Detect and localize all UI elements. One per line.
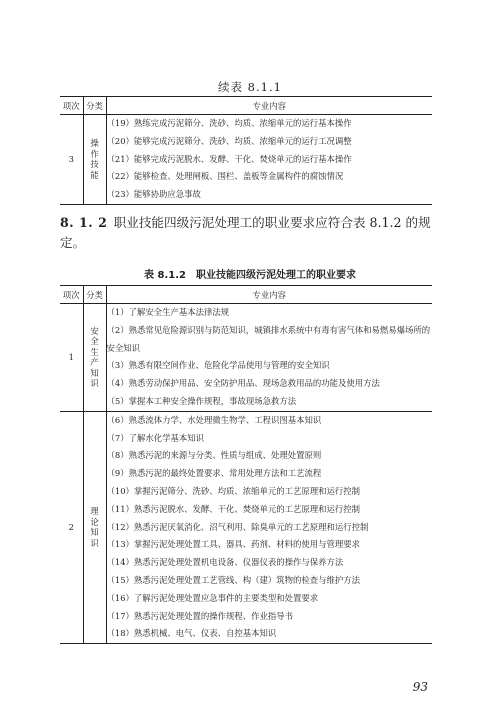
list-item: （10）掌握污泥筛分、洗砂、均质、浓缩单元的工艺原理和运行控制 (106, 485, 361, 496)
list-item: （22）能够检查、处理闸板、围栏、盖板等金属构件的腐蚀情况 (106, 171, 344, 182)
header-no: 项次 (60, 97, 83, 115)
table-8-1-1-continued (60, 96, 432, 205)
continued-table-caption: 续表 8.1.1 (218, 80, 282, 94)
header-content: 专业内容 (106, 97, 432, 115)
list-item: （9）熟悉污泥的最终处置要求、常用处理方法和工艺流程 (106, 468, 322, 479)
row-number: 2 (60, 411, 83, 643)
list-item: （14）熟悉污泥处理处置机电设备、仪器仪表的操作与保养方法 (106, 557, 344, 568)
list-item: （17）熟悉污泥处理处置的操作规程、作业指导书 (106, 610, 294, 621)
list-item: （15）熟悉污泥处理处置工艺管线、构（建）筑物的检查与维护方法 (106, 574, 361, 585)
section-text: 职业技能四级污泥处理工的职业要求应符合表 8.1.2 的规定。 (60, 215, 431, 250)
list-item: （20）能够完成污泥筛分、洗砂、均质、浓缩单元的运行工况调整 (106, 135, 352, 146)
header-category: 分类 (83, 97, 106, 115)
table-title: 表 8.1.2 职业技能四级污泥处理工的职业要求 (144, 270, 356, 281)
category-label: 安全生产知识 (90, 325, 99, 389)
header-no: 项次 (60, 286, 83, 304)
row-content (106, 115, 432, 205)
table-8-1-2 (60, 285, 432, 644)
list-item: （18）熟悉机械、电气、仪表、自控基本知识 (106, 628, 277, 639)
row-content (106, 411, 432, 643)
list-item: （13）掌握污泥处理处置工具、器具、药剂、材料的使用与管理要求 (106, 539, 361, 550)
header-content: 专业内容 (106, 286, 432, 304)
list-item: （6）熟悉流体力学、水处理微生物学、工程识图基本知识 (106, 414, 322, 425)
list-item: （12）熟悉污泥厌氧消化、沼气利用、除臭单元的工艺原理和运行控制 (106, 521, 369, 532)
table-header-row (60, 97, 432, 115)
row-content (106, 304, 432, 412)
row-category (83, 411, 106, 643)
page-number: 93 (412, 680, 428, 694)
list-item: （7）了解水化学基本知识 (106, 432, 204, 443)
list-item: （5）掌握本工种安全操作规程，事故现场急救方法 (106, 395, 297, 406)
header-category: 分类 (83, 286, 106, 304)
list-item: （11）熟悉污泥脱水、发酵、干化、焚烧单元的工艺原理和运行控制 (106, 503, 361, 514)
list-item: （21）能够完成污泥脱水、发酵、干化、焚烧单元的运行基本操作 (106, 153, 352, 164)
list-item: （19）熟练完成污泥筛分、洗砂、均质、浓缩单元的运行基本操作 (106, 118, 352, 128)
table-row (60, 304, 432, 412)
section-number: 8. 1. 2 (60, 215, 108, 230)
row-category (83, 304, 106, 412)
list-item: （4）熟悉劳动保护用品、安全防护用品、现场急救用品的功能及使用方法 (106, 378, 380, 389)
table-row (60, 411, 432, 643)
row-number: 1 (60, 304, 83, 412)
list-item: （8）熟悉污泥的来源与分类、性质与组成、处理处置原则 (106, 450, 322, 461)
list-item: （1）了解安全生产基本法律法规 (106, 307, 230, 317)
category-label: 操作技能 (90, 138, 99, 180)
table-row (60, 115, 432, 205)
list-item: （23）能够协助应急事故 (106, 189, 201, 200)
section-8-1-2 (60, 213, 438, 253)
category-label: 理论知识 (90, 506, 99, 548)
table-header-row (60, 286, 432, 304)
row-category (83, 115, 106, 205)
list-item: （16）了解污泥处理处置应急事件的主要类型和处置要求 (106, 592, 319, 603)
row-number: 3 (60, 115, 83, 205)
list-item: （2）熟悉常见危险源识别与防范知识，城镇排水系统中有毒有害气体和易燃易爆场所的安全知识 (106, 324, 431, 353)
list-item: （3）熟悉有限空间作业、危险化学品使用与管理的安全知识 (106, 360, 330, 371)
